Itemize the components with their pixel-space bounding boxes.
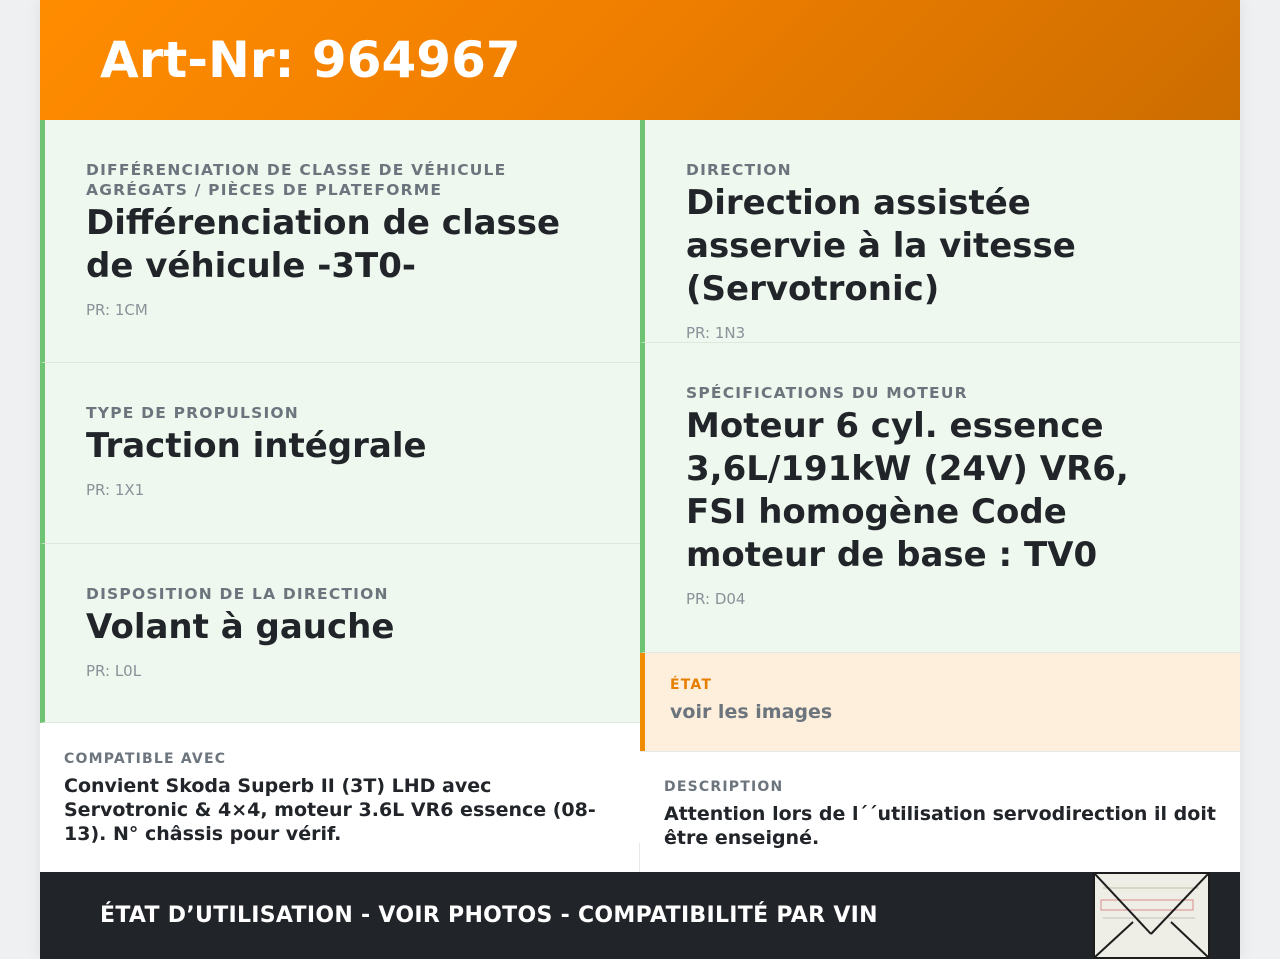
left-column <box>40 120 640 872</box>
card-pr-code: PR: 1X1 <box>86 481 145 499</box>
description-value: Attention lors de l´´utilisation servodirection il doit être enseigné. <box>664 803 1216 849</box>
description-label: DESCRIPTION <box>664 779 784 795</box>
card-propulsion-type <box>40 363 640 544</box>
compatible-label: COMPATIBLE AVEC <box>64 751 227 767</box>
card-pr-code: PR: 1CM <box>86 301 148 319</box>
status-value: voir les images <box>670 701 833 723</box>
page <box>40 0 1240 959</box>
card-pr-code: PR: D04 <box>686 590 746 608</box>
card-steering-layout <box>40 544 640 723</box>
card-steering <box>640 120 1240 343</box>
article-number-title: Art-Nr: 964967 <box>100 31 521 89</box>
card-value: Direction assistée asservie à la vitesse (Servotronic) <box>686 183 1076 309</box>
card-label: DISPOSITION DE LA DIRECTION <box>86 585 389 603</box>
card-value: Traction intégrale <box>86 426 427 466</box>
right-column <box>640 120 1240 872</box>
card-label: SPÉCIFICATIONS DU MOTEUR <box>686 384 968 402</box>
card-label: DIFFÉRENCIATION DE CLASSE DE VÉHICULE AGRÉGATS / PIÈCES DE PLATEFORME <box>86 161 507 199</box>
header <box>40 0 1240 120</box>
footer-banner <box>40 872 1240 959</box>
label-photo-thumbnail[interactable] <box>1093 872 1210 959</box>
compatible-value: Convient Skoda Superb II (3T) LHD avec Servotronic & 4×4, moteur 3.6L VR6 essence (08-13). N° châssis pour vérif. <box>64 775 596 845</box>
envelope-icon <box>1095 874 1208 957</box>
details-grid <box>40 120 1240 872</box>
card-pr-code: PR: 1N3 <box>686 324 746 342</box>
status-label: ÉTAT <box>670 677 713 693</box>
card-class-differentiation <box>40 120 640 363</box>
footer-text: ÉTAT D’UTILISATION - VOIR PHOTOS - COMPATIBILITÉ PAR VIN <box>100 903 878 928</box>
card-label: DIRECTION <box>686 161 792 179</box>
description-section <box>640 751 1240 872</box>
compatible-section <box>40 723 640 872</box>
card-value: Volant à gauche <box>86 607 395 647</box>
card-label: TYPE DE PROPULSION <box>86 404 299 422</box>
card-value: Moteur 6 cyl. essence 3,6L/191kW (24V) VR6, FSI homogène Code moteur de base : TV0 <box>686 406 1129 575</box>
card-engine-specs <box>640 343 1240 653</box>
card-value: Différenciation de classe de véhicule -3T0- <box>86 203 561 286</box>
card-pr-code: PR: L0L <box>86 662 142 680</box>
status-section <box>640 653 1240 751</box>
